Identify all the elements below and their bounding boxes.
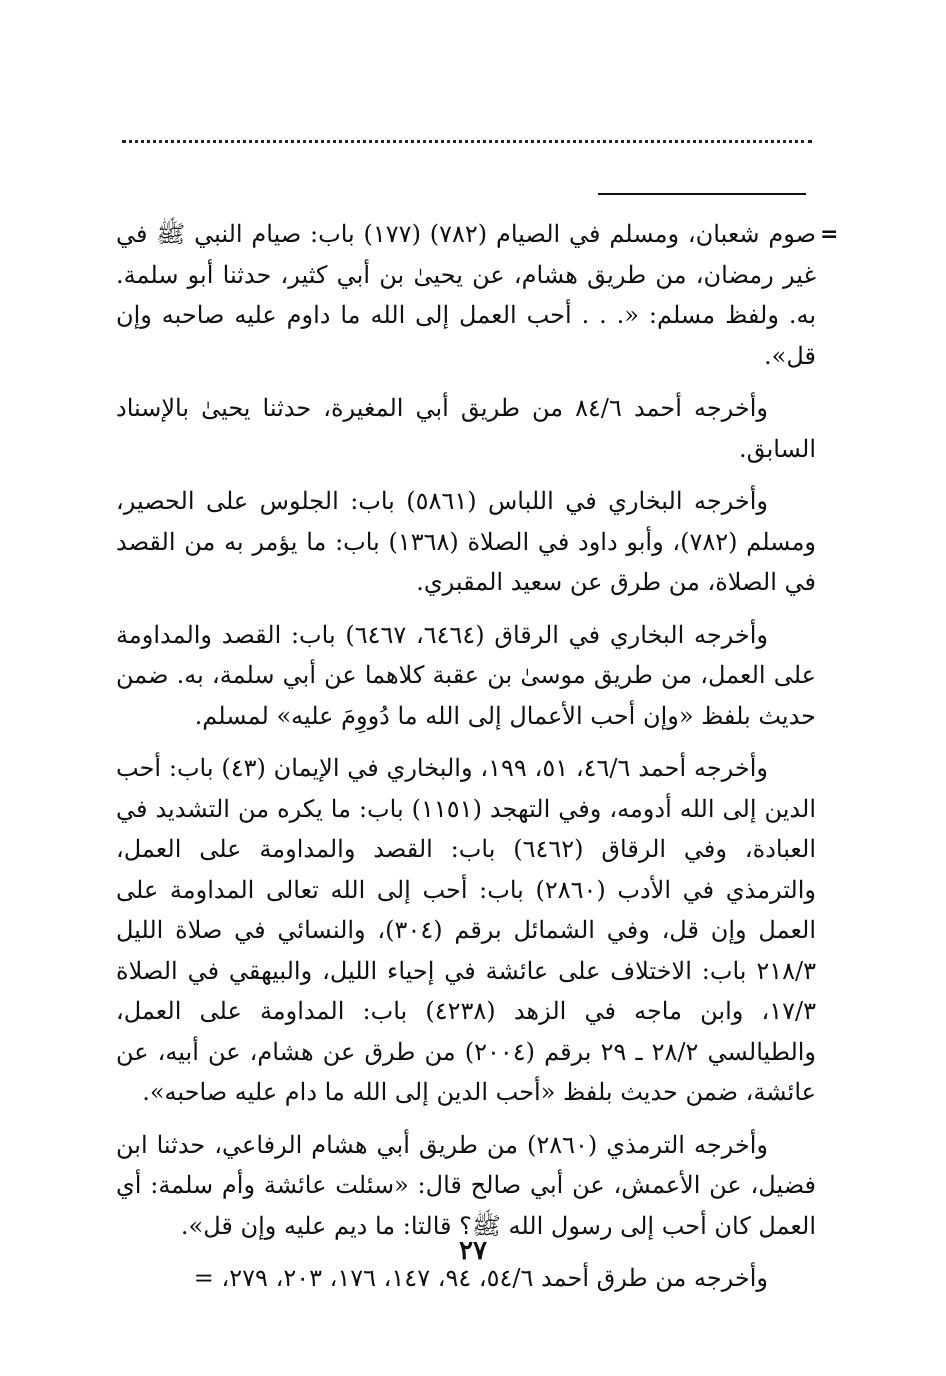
paragraph-1: صوم شعبان، ومسلم في الصيام (٧٨٢) (١٧٧) باب: صيام النبي ﷺ في غير رمضان، من طريق هشام، عن يحيىٰ بن أبي كثير، حدثنا أبو سلمة. به. ولفظ مسلم: «. . . أحب العمل إلى الله ما داوم عليه صاحبه وإن قل».: [116, 220, 816, 370]
paragraph-3: وأخرجه البخاري في اللباس (٥٨٦١) باب: الجلوس على الحصير، ومسلم (٧٨٢)، وأبو داود في الصلاة (١٣٦٨) باب: ما يؤمر به من القصد في الصلاة، من طرق عن سعيد المقبري.: [116, 487, 817, 596]
paragraph-5: وأخرجه أحمد ٤٦/٦، ٥١، ١٩٩، والبخاري في الإيمان (٤٣) باب: أحب الدين إلى الله أدومه، وفي التهجد (١١٥١) باب: ما يكره من التشديد في العبادة، وفي الرقاق (٦٤٦٢) باب: القصد والمداومة على العمل، والترمذي في الأدب (٢٨٦٠) باب: أحب إلى الله تعالى المداومة على العمل وإن قل، وفي الشمائل برقم (٣٠٤)، والنسائي في صلاة الليل ٢١٨/٣ باب: الاختلاف على عائشة في إحياء الليل، والبيهقي في الصلاة ١٧/٣، وابن ماجه في الزهد (٤٢٣٨) باب: المداومة على العمل، والطيالسي ٢٨/٢ ـ ٢٩ برقم (٢٠٠٤) من طرق عن هشام، عن أبيه، عن عائشة، ضمن حديث بلفظ «أحب الدين إلى الله ما دام عليه صاحبه».: [116, 754, 817, 1106]
paragraph-7: وأخرجه من طرق أحمد ٥٤/٦، ٩٤، ١٤٧، ١٧٦، ٢٠٣، ٢٧٩، =: [193, 1264, 768, 1292]
footnote-rule: [598, 193, 806, 195]
footnote-body: [116, 214, 816, 1311]
page-number: ٢٧: [459, 1236, 487, 1266]
paragraph-2: وأخرجه أحمد ٨٤/٦ من طريق أبي المغيرة، حدثنا يحيىٰ بالإسناد السابق.: [116, 394, 816, 463]
paragraph-6: وأخرجه الترمذي (٢٨٦٠) من طريق أبي هشام الرفاعي، حدثنا ابن فضيل، عن الأعمش، عن أبي صالح قال: «سئلت عائشة وأم سلمة: أي العمل كان أحب إلى رسول الله ﷺ؟ قالتا: ما ديم عليه وإن قل».: [116, 1130, 817, 1240]
continuation-mark-top: =: [820, 222, 839, 247]
paragraph-4: وأخرجه البخاري في الرقاق (٦٤٦٤، ٦٤٦٧) باب: القصد والمداومة على العمل، من طريق موسىٰ بن عقبة كلاهما عن أبي سلمة، به. ضمن حديث بلفظ «وإن أحب الأعمال إلى الله ما دُووِمَ عليه» لمسلم.: [116, 620, 816, 730]
separator-dotted-rule: [122, 140, 812, 143]
